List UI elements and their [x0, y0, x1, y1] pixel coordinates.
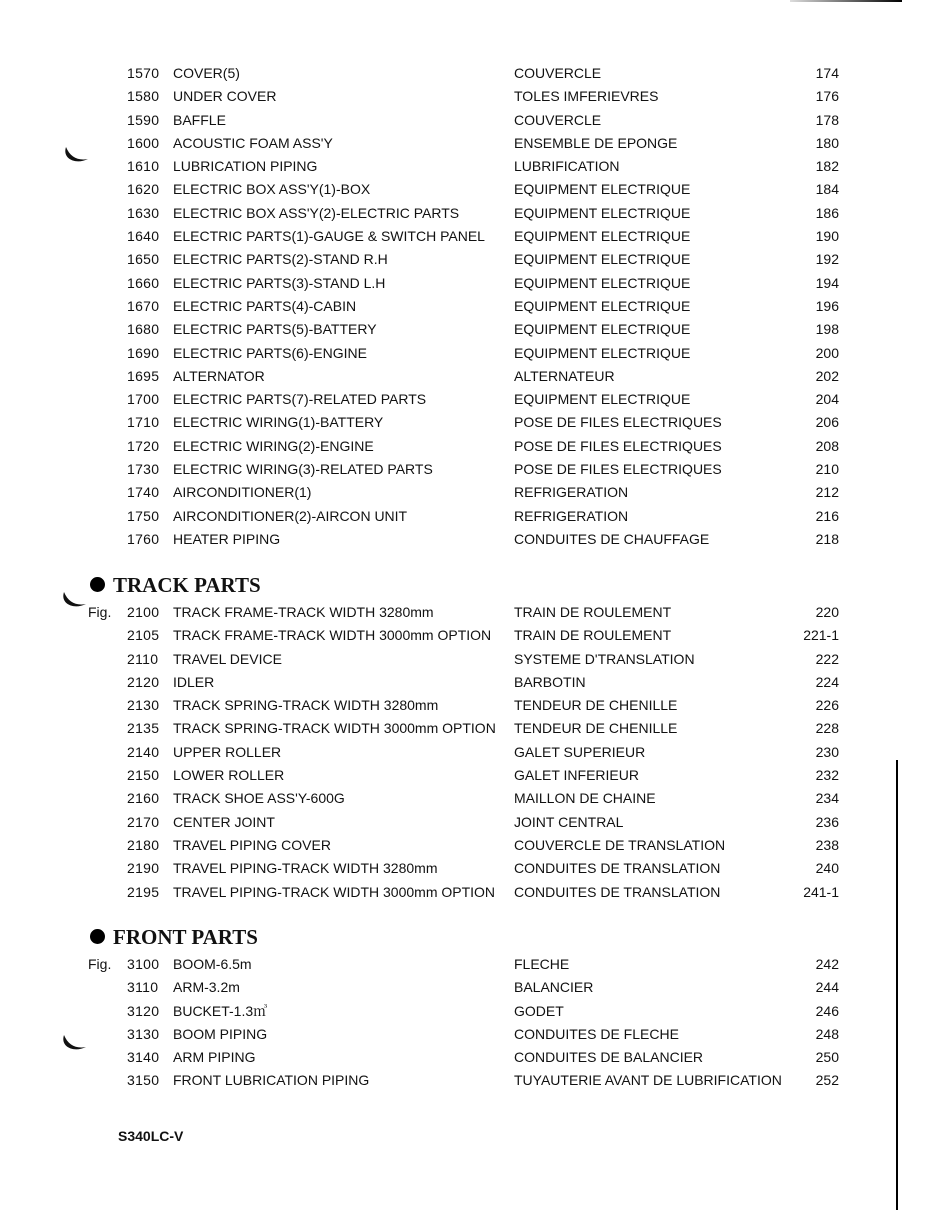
figure-number: 3110	[127, 979, 159, 996]
table-row	[0, 202, 935, 225]
figure-number: 1680	[127, 321, 160, 338]
page-number: 194	[815, 274, 839, 291]
page-number: 226	[815, 697, 839, 714]
figure-number: 2100	[127, 604, 160, 620]
fig-label: Fig.	[88, 604, 112, 620]
part-description: ELECTRIC PARTS(1)-GAUGE & SWITCH PANEL	[173, 228, 485, 245]
page-number: 212	[815, 484, 839, 501]
table-row	[0, 1069, 935, 1092]
page-number: 176	[815, 88, 839, 105]
page-number: 180	[815, 134, 839, 151]
part-description: TRAVEL PIPING COVER	[173, 836, 331, 853]
french-description: ENSEMBLE DE EPONGE	[514, 134, 678, 151]
part-description: ELECTRIC PARTS(3)-STAND L.H	[173, 274, 386, 291]
table-row	[0, 857, 935, 880]
figure-number: 2180	[127, 836, 160, 853]
part-description: ELECTRIC PARTS(2)-STAND R.H	[173, 251, 388, 268]
table-row	[0, 648, 935, 671]
figure-number: 3130	[127, 1025, 160, 1042]
page-number: 204	[815, 391, 839, 408]
section-title: FRONT PARTS	[113, 925, 258, 949]
part-description: ELECTRIC PARTS(4)-CABIN	[173, 297, 357, 314]
part-description: ELECTRIC BOX ASS'Y(1)-BOX	[173, 181, 371, 198]
figure-number: 1570	[127, 65, 160, 81]
figure-number: 2105	[127, 627, 160, 644]
figure-number: 2195	[127, 883, 160, 900]
figure-number: 3100	[127, 956, 160, 972]
page-number: 222	[815, 650, 839, 667]
part-description: ELECTRIC PARTS(6)-ENGINE	[173, 344, 367, 361]
table-row	[0, 178, 935, 201]
part-description: ELECTRIC WIRING(3)-RELATED PARTS	[173, 461, 433, 478]
french-description: COUVERCLE DE TRANSLATION	[514, 836, 726, 853]
table-row	[0, 694, 935, 717]
table-row	[0, 85, 935, 108]
figure-number: 1660	[127, 274, 160, 291]
part-description: AIRCONDITIONER(1)	[173, 484, 312, 501]
french-description: REFRIGERATION	[514, 484, 629, 501]
page-number: 186	[815, 204, 839, 221]
table-row	[0, 109, 935, 132]
french-description: POSE DE FILES ELECTRIQUES	[514, 414, 722, 431]
figure-number: 1690	[127, 344, 160, 361]
part-description: FRONT LUBRICATION PIPING	[173, 1072, 370, 1089]
table-row	[0, 976, 935, 999]
figure-number: 1750	[127, 507, 160, 524]
part-description: ARM PIPING	[173, 1049, 256, 1066]
page-number: 236	[815, 813, 839, 830]
page-number: 208	[815, 437, 839, 454]
page-number: 248	[815, 1025, 839, 1042]
part-description: ELECTRIC PARTS(7)-RELATED PARTS	[173, 391, 427, 408]
figure-number: 1740	[127, 484, 160, 501]
part-description: ELECTRIC WIRING(2)-ENGINE	[173, 437, 374, 454]
french-description: MAILLON DE CHAINE	[514, 790, 656, 807]
page-number: 252	[815, 1072, 839, 1089]
french-description: EQUIPMENT ELECTRIQUE	[514, 344, 691, 361]
table-row	[0, 528, 935, 551]
table-row	[0, 671, 935, 694]
french-description: FLECHE	[514, 956, 570, 972]
table-row	[0, 481, 935, 504]
french-description: EQUIPMENT ELECTRIQUE	[514, 321, 691, 338]
figure-number: 2140	[127, 743, 160, 760]
table-row	[0, 834, 935, 857]
page-number: 221-1	[803, 627, 839, 644]
parts-list-section-track	[0, 601, 935, 904]
section-heading-track-parts	[90, 573, 261, 598]
page-number: 206	[815, 414, 839, 431]
figure-number: 2150	[127, 767, 160, 784]
french-description: CONDUITES DE CHAUFFAGE	[514, 530, 710, 547]
table-row	[0, 132, 935, 155]
table-row	[0, 365, 935, 388]
page-number: 196	[815, 297, 839, 314]
table-row	[0, 601, 935, 624]
french-description: EQUIPMENT ELECTRIQUE	[514, 228, 691, 245]
model-footer: S340LC-V	[118, 1128, 184, 1144]
part-description: UNDER COVER	[173, 88, 277, 105]
part-description: UPPER ROLLER	[173, 743, 282, 760]
table-row	[0, 787, 935, 810]
part-description: HEATER PIPING	[173, 530, 281, 547]
bullet-icon	[90, 577, 105, 592]
table-row	[0, 1046, 935, 1069]
figure-number: 3120	[127, 1002, 160, 1019]
bullet-icon	[90, 929, 105, 944]
page-number: 202	[815, 367, 839, 384]
page-number: 198	[815, 321, 839, 338]
page-number: 246	[815, 1002, 839, 1019]
page-number: 174	[815, 65, 839, 81]
french-description: POSE DE FILES ELECTRIQUES	[514, 437, 722, 454]
part-description: TRAVEL DEVICE	[173, 650, 282, 667]
table-row	[0, 342, 935, 365]
part-description: TRACK FRAME-TRACK WIDTH 3000mm OPTION	[173, 627, 492, 644]
figure-number: 1730	[127, 461, 160, 478]
page-number: 224	[815, 673, 839, 690]
french-description: ALTERNATEUR	[514, 367, 615, 384]
french-description: GALET INFERIEUR	[514, 767, 639, 784]
table-row	[0, 155, 935, 178]
table-row	[0, 741, 935, 764]
figure-number: 1700	[127, 391, 160, 408]
part-description: TRAVEL PIPING-TRACK WIDTH 3000mm OPTION	[173, 883, 496, 900]
table-row	[0, 624, 935, 647]
table-row	[0, 388, 935, 411]
french-description: EQUIPMENT ELECTRIQUE	[514, 181, 691, 198]
french-description: COUVERCLE	[514, 65, 602, 81]
french-description: LUBRIFICATION	[514, 158, 620, 175]
french-description: REFRIGERATION	[514, 507, 629, 524]
scan-edge-line	[790, 0, 902, 2]
part-description: IDLER	[173, 673, 215, 690]
page-number: 200	[815, 344, 839, 361]
part-description: ACOUSTIC FOAM ASS'Y	[173, 134, 333, 151]
table-row	[0, 411, 935, 434]
page-number: 216	[815, 507, 839, 524]
figure-number: 1580	[127, 88, 160, 105]
page-number: 218	[815, 530, 839, 547]
part-description: TRACK SPRING-TRACK WIDTH 3000mm OPTION	[173, 720, 496, 737]
figure-number: 1670	[127, 297, 160, 314]
page-number: 210	[815, 461, 839, 478]
french-description: CONDUITES DE BALANCIER	[514, 1049, 704, 1066]
part-description: ELECTRIC BOX ASS'Y(2)-ELECTRIC PARTS	[173, 204, 460, 221]
page-number: 238	[815, 836, 839, 853]
figure-number: 1710	[127, 414, 160, 431]
part-description: TRACK FRAME-TRACK WIDTH 3280mm	[173, 604, 434, 620]
page-number: 250	[815, 1049, 839, 1066]
french-description: EQUIPMENT ELECTRIQUE	[514, 251, 691, 268]
part-description: BAFFLE	[173, 111, 226, 128]
part-description: ELECTRIC PARTS(5)-BATTERY	[173, 321, 377, 338]
table-row	[0, 248, 935, 271]
table-row	[0, 1023, 935, 1046]
part-description: BOOM PIPING	[173, 1025, 268, 1042]
figure-number: 1650	[127, 251, 160, 268]
french-description: TENDEUR DE CHENILLE	[514, 720, 678, 737]
part-description: AIRCONDITIONER(2)-AIRCON UNIT	[173, 507, 408, 524]
figure-number: 1620	[127, 181, 160, 198]
page-number: 192	[815, 251, 839, 268]
part-description: CENTER JOINT	[173, 813, 275, 830]
table-row	[0, 272, 935, 295]
part-description: LUBRICATION PIPING	[173, 158, 318, 175]
page-number: 230	[815, 743, 839, 760]
figure-number: 1600	[127, 134, 160, 151]
page-number: 232	[815, 767, 839, 784]
table-row	[0, 225, 935, 248]
french-description: TRAIN DE ROULEMENT	[514, 627, 672, 644]
figure-number: 2160	[127, 790, 160, 807]
table-row	[0, 458, 935, 481]
table-row	[0, 318, 935, 341]
french-description: EQUIPMENT ELECTRIQUE	[514, 297, 691, 314]
table-row	[0, 764, 935, 787]
figure-number: 3140	[127, 1049, 160, 1066]
section-heading-front-parts	[90, 925, 258, 950]
page-number: 220	[815, 604, 839, 620]
french-description: CONDUITES DE FLECHE	[514, 1025, 679, 1042]
fig-label: Fig.	[88, 956, 112, 972]
figure-number: 2120	[127, 673, 160, 690]
figure-number: 1630	[127, 204, 160, 221]
figure-number: 2135	[127, 720, 160, 737]
french-description: BARBOTIN	[514, 673, 586, 690]
part-description: LOWER ROLLER	[173, 767, 285, 784]
page-number: 234	[815, 790, 839, 807]
part-description: ALTERNATOR	[173, 367, 265, 384]
figure-number: 2170	[127, 813, 160, 830]
part-description: COVER(5)	[173, 65, 240, 81]
french-description: SYSTEME D'TRANSLATION	[514, 650, 695, 667]
page-number: 190	[815, 228, 839, 245]
figure-number: 3150	[127, 1072, 160, 1089]
table-row	[0, 953, 935, 976]
figure-number: 1695	[127, 367, 160, 384]
parts-list-section-front	[0, 953, 935, 1093]
part-description: BUCKET-1.3㎥	[173, 1002, 268, 1019]
parts-list-section-upper	[0, 62, 935, 551]
french-description: COUVERCLE	[514, 111, 602, 128]
table-row	[0, 881, 935, 904]
french-description: EQUIPMENT ELECTRIQUE	[514, 204, 691, 221]
figure-number: 2190	[127, 860, 160, 877]
french-description: TENDEUR DE CHENILLE	[514, 697, 678, 714]
table-row	[0, 1000, 935, 1023]
french-description: CONDUITES DE TRANSLATION	[514, 860, 721, 877]
table-row	[0, 811, 935, 834]
page-number: 228	[815, 720, 839, 737]
figure-number: 1590	[127, 111, 160, 128]
part-description: TRACK SHOE ASS'Y-600G	[173, 790, 345, 807]
figure-number: 2130	[127, 697, 160, 714]
section-title: TRACK PARTS	[113, 573, 261, 597]
page-number: 242	[815, 956, 839, 972]
part-description: ELECTRIC WIRING(1)-BATTERY	[173, 414, 384, 431]
figure-number: 2110	[127, 650, 159, 667]
figure-number: 1610	[127, 158, 160, 175]
french-description: TUYAUTERIE AVANT DE LUBRIFICATION	[514, 1072, 782, 1089]
part-description: BOOM-6.5m	[173, 956, 252, 972]
french-description: TRAIN DE ROULEMENT	[514, 604, 672, 620]
table-row	[0, 717, 935, 740]
french-description: TOLES IMFERIEVRES	[514, 88, 659, 105]
page-number: 178	[815, 111, 839, 128]
page-number: 244	[815, 979, 839, 996]
table-row	[0, 505, 935, 528]
french-description: GODET	[514, 1002, 564, 1019]
figure-number: 1760	[127, 530, 160, 547]
french-description: POSE DE FILES ELECTRIQUES	[514, 461, 722, 478]
figure-number: 1720	[127, 437, 160, 454]
part-description: TRAVEL PIPING-TRACK WIDTH 3280mm	[173, 860, 438, 877]
page-number: 184	[815, 181, 839, 198]
table-row	[0, 435, 935, 458]
table-row	[0, 62, 935, 85]
french-description: CONDUITES DE TRANSLATION	[514, 883, 721, 900]
french-description: GALET SUPERIEUR	[514, 743, 646, 760]
french-description: JOINT CENTRAL	[514, 813, 624, 830]
page-number: 182	[815, 158, 839, 175]
part-description: TRACK SPRING-TRACK WIDTH 3280mm	[173, 697, 439, 714]
figure-number: 1640	[127, 228, 160, 245]
french-description: BALANCIER	[514, 979, 594, 996]
page-number: 240	[815, 860, 839, 877]
french-description: EQUIPMENT ELECTRIQUE	[514, 391, 691, 408]
table-row	[0, 295, 935, 318]
page-number: 241-1	[803, 883, 839, 900]
french-description: EQUIPMENT ELECTRIQUE	[514, 274, 691, 291]
part-description: ARM-3.2m	[173, 979, 240, 996]
